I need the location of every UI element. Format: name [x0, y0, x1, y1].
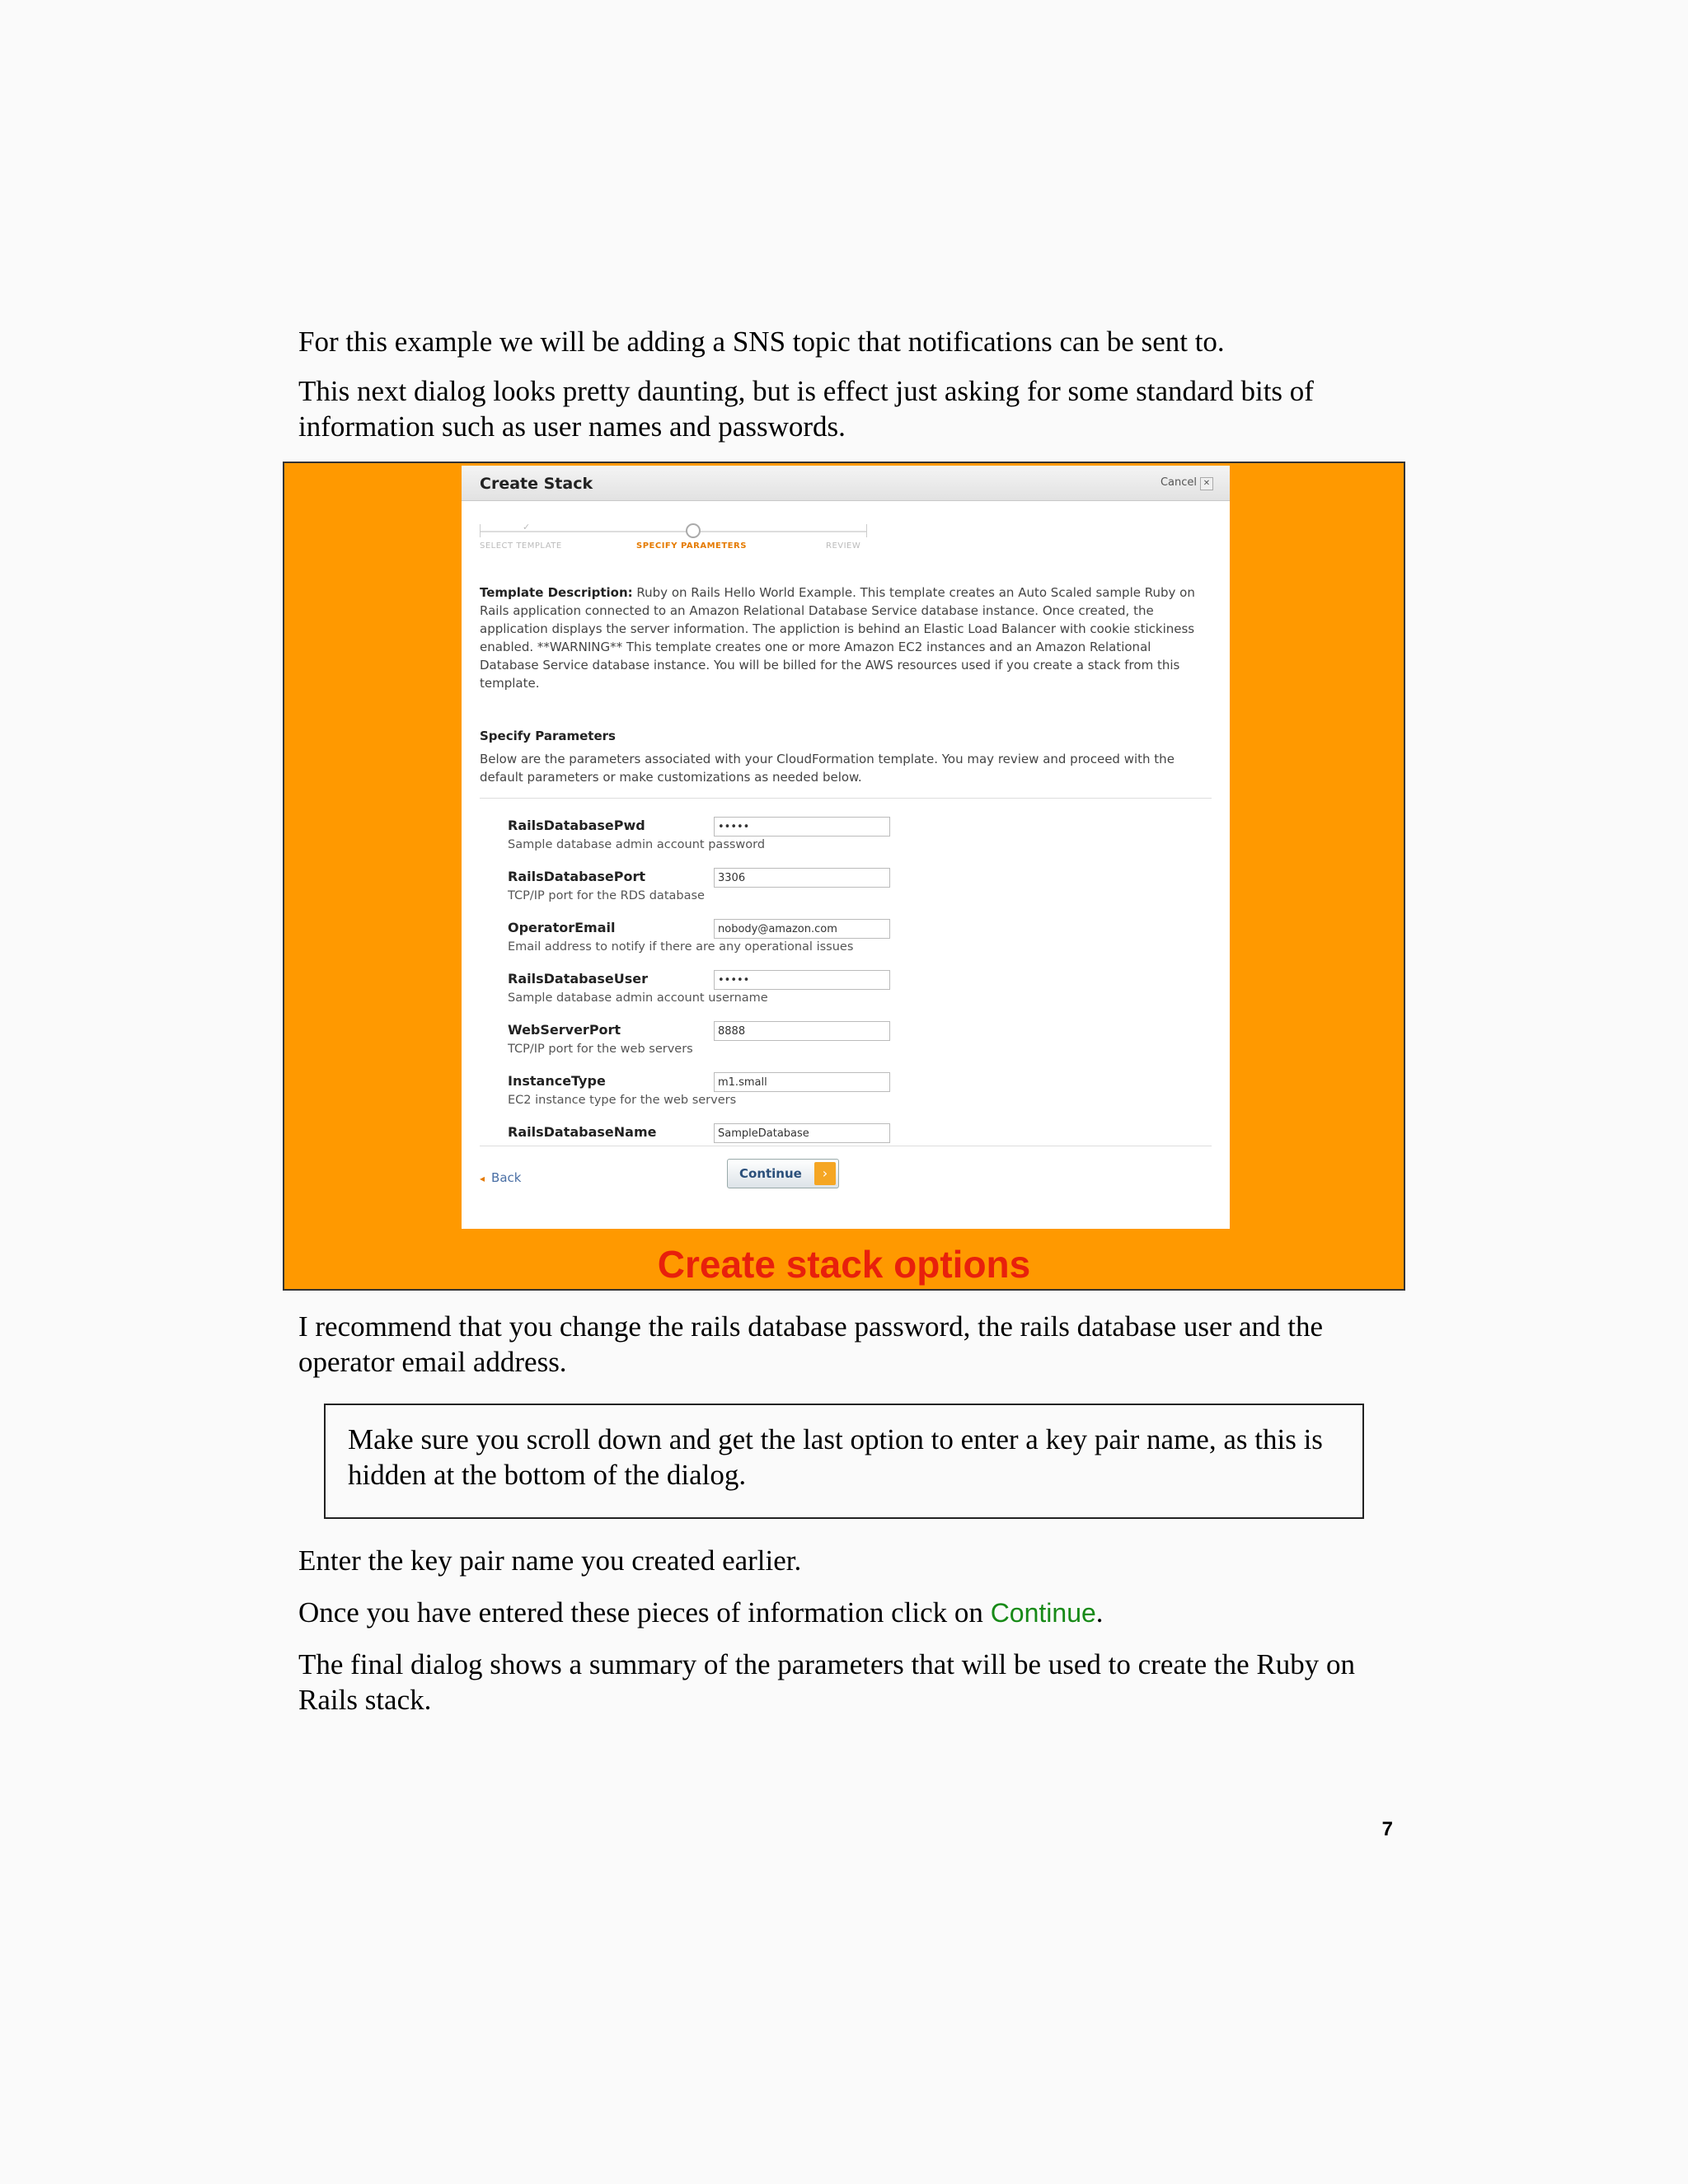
continue-reference: Continue	[990, 1598, 1096, 1628]
paragraph-continue-after: .	[1095, 1596, 1104, 1629]
figure-caption: Create stack options	[657, 1243, 1031, 1286]
template-description-label: Template Description:	[480, 585, 633, 600]
paragraph-final-dialog: The final dialog shows a summary of the parameters that will be used to create the Ruby on Rails stack.	[298, 1648, 1355, 1716]
wizard-tick-end	[866, 524, 867, 537]
dialog-title: Create Stack	[480, 475, 593, 493]
param-name: RailsDatabaseName	[508, 1124, 657, 1140]
param-row	[508, 866, 1085, 914]
note-text: Make sure you scroll down and get the last option to enter a key pair name, as this is hidden at the bottom of the dialog.	[348, 1423, 1323, 1491]
dialog-header	[462, 466, 1230, 501]
current-step-circle-icon	[686, 523, 701, 538]
close-icon: ✕	[1200, 477, 1213, 490]
wizard-step-review: REVIEW	[826, 541, 861, 551]
param-name: InstanceType	[508, 1073, 606, 1089]
param-name: RailsDatabaseUser	[508, 971, 649, 987]
param-desc: EC2 instance type for the web servers	[508, 1094, 737, 1107]
wizard-step-specify-parameters: SPECIFY PARAMETERS	[636, 541, 747, 551]
continue-label: Continue	[739, 1166, 802, 1181]
param-row	[508, 815, 1085, 863]
specify-parameters-heading	[480, 727, 1212, 745]
param-row	[508, 968, 1085, 1016]
wizard-progress	[480, 522, 867, 555]
figure-create-stack	[283, 462, 1405, 1291]
param-desc: Sample database admin account username	[508, 991, 768, 1005]
specify-parameters-text: Below are the parameters associated with your CloudFormation template. You may review and proceed with the default parameters or make customizations as needed below.	[480, 752, 1175, 785]
param-desc: Email address to notify if there are any operational issues	[508, 940, 854, 954]
continue-button[interactable]	[727, 1159, 839, 1188]
paragraph-key-pair: Enter the key pair name you created earlier.	[298, 1544, 802, 1577]
cancel-label: Cancel	[1160, 476, 1197, 489]
param-desc: TCP/IP port for the web servers	[508, 1043, 693, 1056]
cancel-button[interactable]	[1160, 476, 1213, 490]
param-input-instance-type[interactable]	[714, 1072, 890, 1092]
paragraph-continue-before: Once you have entered these pieces of information click on	[298, 1596, 991, 1629]
paragraph-dialog-intro: This next dialog looks pretty daunting, but is effect just asking for some standard bits of information such as user names and passwords.	[298, 375, 1314, 443]
wizard-track	[480, 531, 867, 532]
template-description-text: Ruby on Rails Hello World Example. This template creates an Auto Scaled sample Ruby on Rails application connected to an Amazon Relational Database Service database instance. Once created, the application displays the server information. The appliction is behind an Elastic Load Balancer with cookie stickiness enabled. **WARNING** This template creates one or more Amazon EC2 instances and an Amazon Relational Database Service database instance. You will be billed for the AWS resources used if you create a stack from this template.	[480, 585, 1195, 691]
create-stack-dialog	[462, 466, 1230, 1229]
back-label: Back	[491, 1170, 522, 1185]
param-desc: Sample database admin account password	[508, 838, 766, 851]
param-row	[508, 1019, 1085, 1067]
back-arrow-icon: ◂	[480, 1173, 485, 1184]
param-name: RailsDatabasePort	[508, 869, 646, 884]
back-link[interactable]	[480, 1170, 521, 1185]
param-name: WebServerPort	[508, 1022, 621, 1038]
param-name: OperatorEmail	[508, 920, 616, 935]
wizard-tick-start	[480, 524, 481, 537]
paragraph-continue	[298, 1595, 1395, 1631]
paragraph-recommend: I recommend that you change the rails database password, the rails database user and the operator email address.	[298, 1310, 1324, 1378]
arrow-right-icon: ›	[814, 1162, 836, 1185]
param-input-web-server-port[interactable]	[714, 1021, 890, 1041]
param-input-rails-database-user[interactable]	[714, 970, 890, 990]
divider-top	[480, 798, 1212, 799]
param-input-operator-email[interactable]	[714, 919, 890, 939]
param-name: RailsDatabasePwd	[508, 818, 645, 833]
step-done-check-icon: ✓	[523, 522, 531, 532]
param-row	[508, 917, 1085, 965]
specify-parameters-title: Specify Parameters	[480, 729, 616, 743]
wizard-step-select-template: SELECT TEMPLATE	[480, 541, 562, 551]
param-input-rails-database-port[interactable]	[714, 868, 890, 888]
param-input-rails-database-pwd[interactable]	[714, 817, 890, 837]
template-description	[480, 583, 1212, 692]
page-number: 7	[1381, 1818, 1393, 1840]
note-box	[324, 1404, 1364, 1519]
param-input-rails-database-name[interactable]	[714, 1123, 890, 1143]
param-row	[508, 1071, 1085, 1118]
param-desc: TCP/IP port for the RDS database	[508, 889, 705, 902]
paragraph-sns-topic: For this example we will be adding a SNS topic that notifications can be sent to.	[298, 326, 1225, 358]
